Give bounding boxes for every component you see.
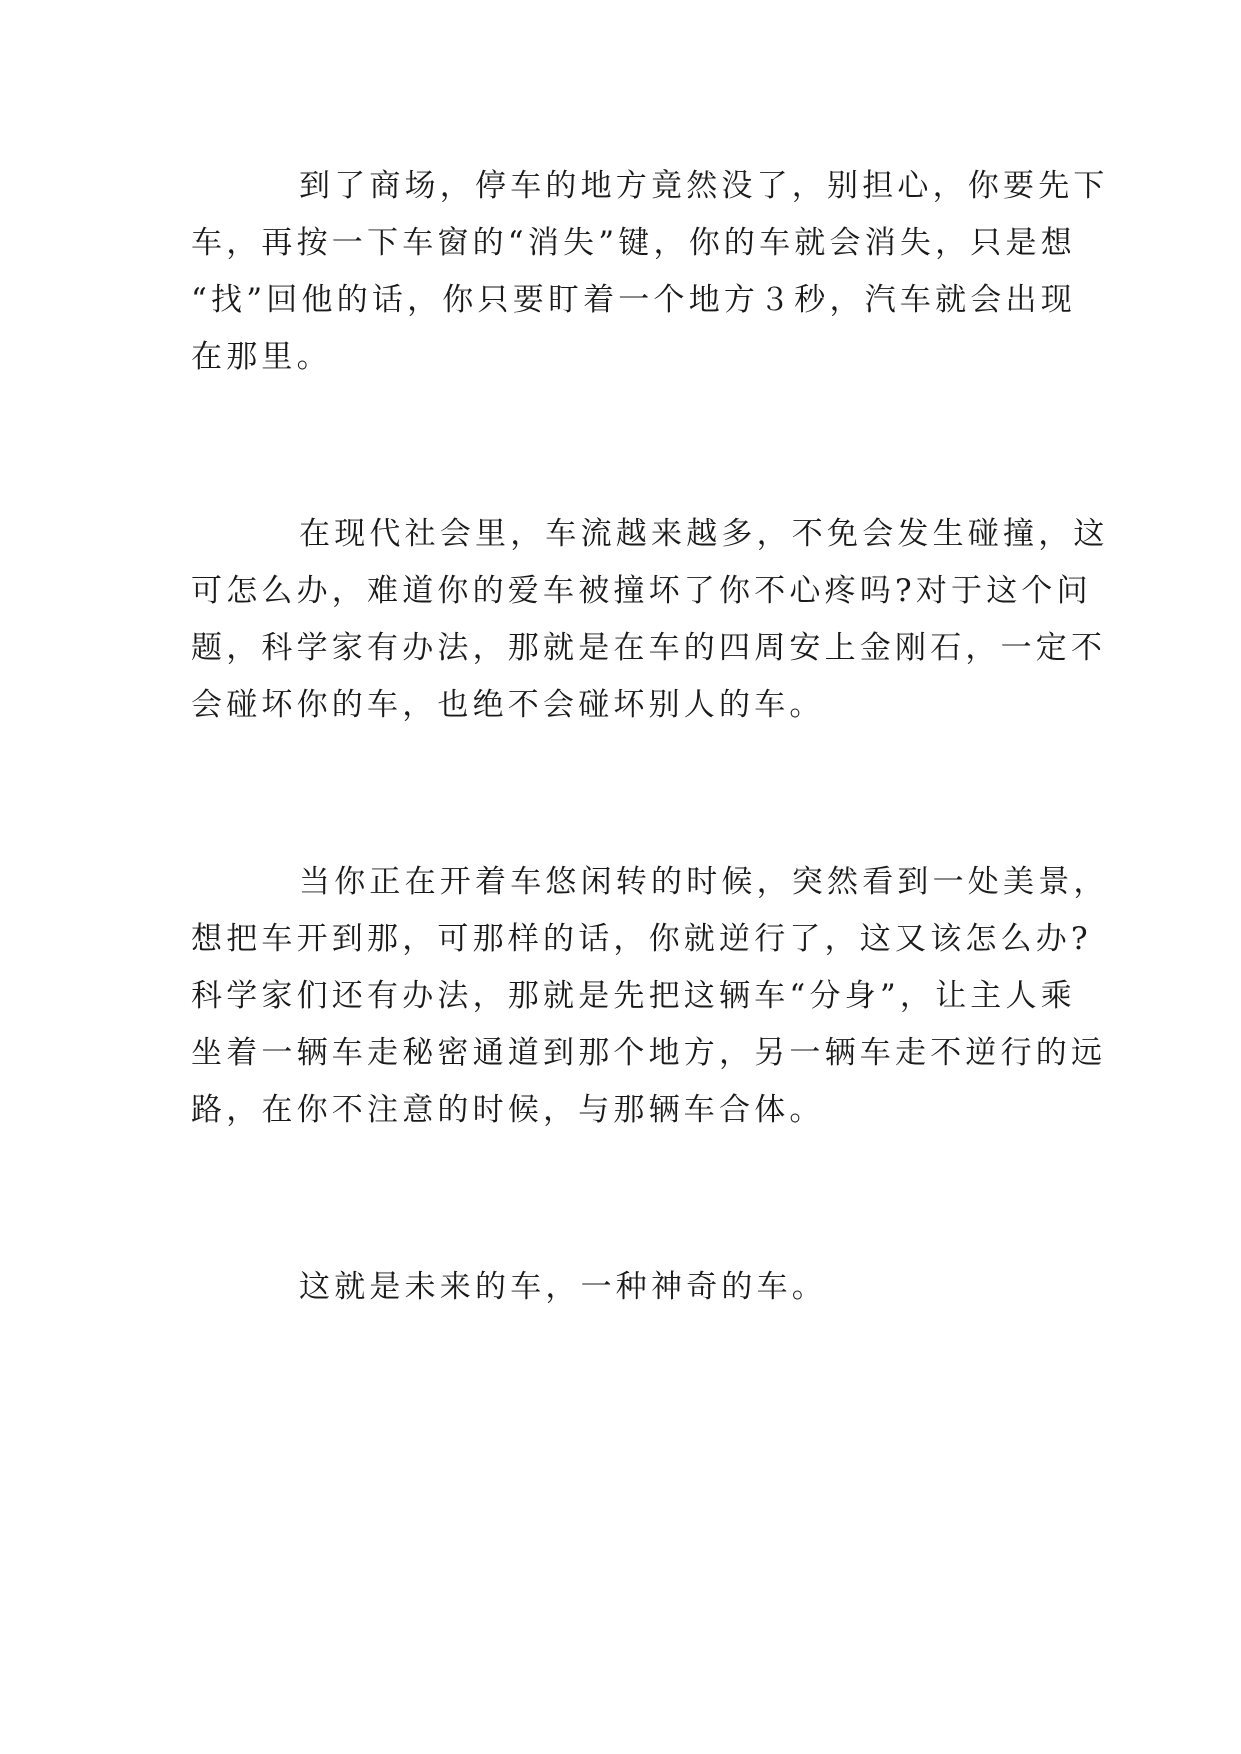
paragraph-line: 题，科学家有办法，那就是在车的四周安上金刚石，一定不: [191, 630, 1107, 666]
paragraph-line: 到了商场，停车的地方竟然没了，别担心，你要先下: [299, 168, 1109, 204]
paragraph-line: 这就是未来的车，一种神奇的车。: [299, 1269, 827, 1305]
paragraph-line: “找”回他的话，你只要盯着一个地方３秒，汽车就会出现: [191, 282, 1076, 318]
paragraph-line: 当你正在开着车悠闲转的时候，突然看到一处美景，: [299, 864, 1109, 900]
paragraph-line: 想把车开到那，可那样的话，你就逆行了，这又该怎么办?: [191, 921, 1092, 957]
paragraph-line: 坐着一辆车走秘密通道到那个地方，另一辆车走不逆行的远: [191, 1035, 1107, 1071]
paragraph-line: 在现代社会里，车流越来越多，不免会发生碰撞，这: [299, 516, 1109, 552]
paragraph-line: 路，在你不注意的时候，与那辆车合体。: [191, 1092, 825, 1128]
paragraph-line: 在那里。: [191, 339, 332, 375]
paragraph-line: 会碰坏你的车，也绝不会碰坏别人的车。: [191, 687, 825, 723]
paragraph-line: 科学家们还有办法，那就是先把这辆车“分身”，让主人乘: [191, 978, 1076, 1014]
paragraph-line: 车，再按一下车窗的“消失”键，你的车就会消失，只是想: [191, 225, 1076, 261]
paragraph-line: 可怎么办，难道你的爱车被撞坏了你不心疼吗?对于这个问: [191, 573, 1092, 609]
